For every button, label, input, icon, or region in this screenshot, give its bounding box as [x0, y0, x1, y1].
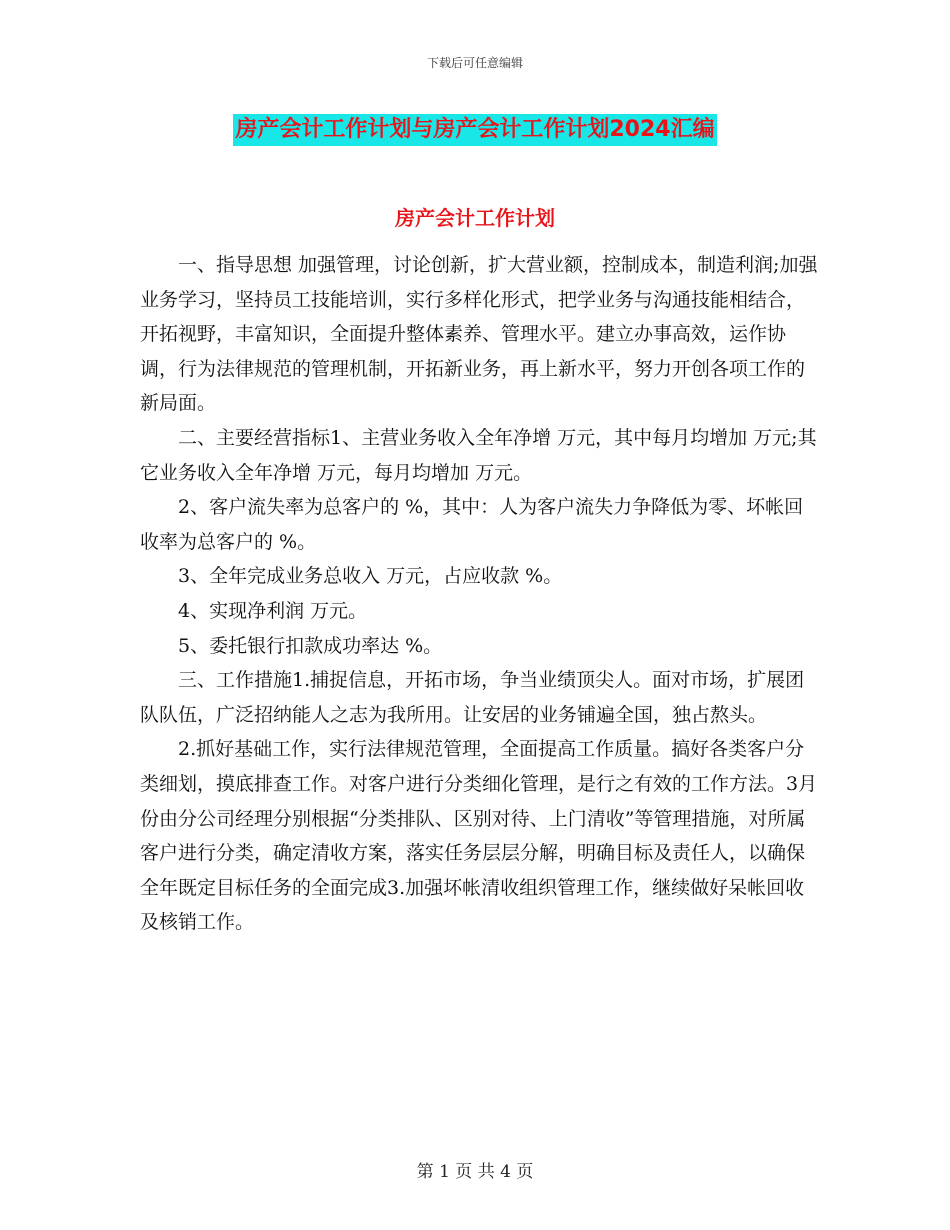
paragraph-bank-deduction: 5、委托银行扣款成功率达 %。 — [178, 634, 443, 657]
document-body — [140, 248, 820, 940]
document-title-container — [0, 114, 950, 146]
paragraph-customer-churn: 2、客户流失率为总客户的 %，其中：人为客户流失力争降低为零、坏帐回收率为总客户的 %。 — [140, 496, 804, 553]
header-note: 下载后可任意编辑 — [426, 56, 523, 70]
paragraph-work-measures: 三、工作措施1.捕捉信息，开拓市场，争当业绩顶尖人。面对市场，扩展团队队伍，广泛招纳能人之志为我所用。让安居的业务铺遍全国，独占熬头。 — [140, 669, 805, 726]
page-number: 第 1 页 共 4 页 — [416, 1162, 534, 1182]
paragraph-main-indicators: 二、主要经营指标1、主营业务收入全年净增 万元，其中每月均增加 万元;其它业务收入全年净增 万元，每月均增加 万元。 — [140, 426, 817, 484]
paragraph-basic-work: 2.抓好基础工作，实行法律规范管理，全面提高工作质量。搞好各类客户分类细划，摸底排查工作。对客户进行分类细化管理，是行之有效的工作方法。3月份由分公司经理分别根据“分类排队、区别对待、上门清收”等管理措施，对所属客户进行分类，确定清收方案，落实任务层层分解，明确目标及责任人，以确保全年既定目标任务的全面完成3.加强坏帐清收组织管理工作，继续做好呆帐回收及核销工作。 — [140, 738, 818, 934]
paragraph-total-revenue: 3、全年完成业务总收入 万元，占应收款 %。 — [178, 565, 563, 588]
paragraph-guiding-ideology: 一、指导思想 加强管理，讨论创新，扩大营业额，控制成本，制造利润;加强业务学习，坚持员工技能培训，实行多样化形式，把学业务与沟通技能相结合，开拓视野，丰富知识，全面提升整体素养、管理水平。建立办事高效，运作协调，行为法律规范的管理机制，开拓新业务，再上新水平，努力开创各项工作的新局面。 — [140, 254, 818, 415]
section-title: 房产会计工作计划 — [395, 206, 555, 230]
document-title: 房产会计工作计划与房产会计工作计划2024汇编 — [233, 114, 716, 146]
paragraph-net-profit: 4、实现净利润 万元。 — [178, 599, 368, 622]
